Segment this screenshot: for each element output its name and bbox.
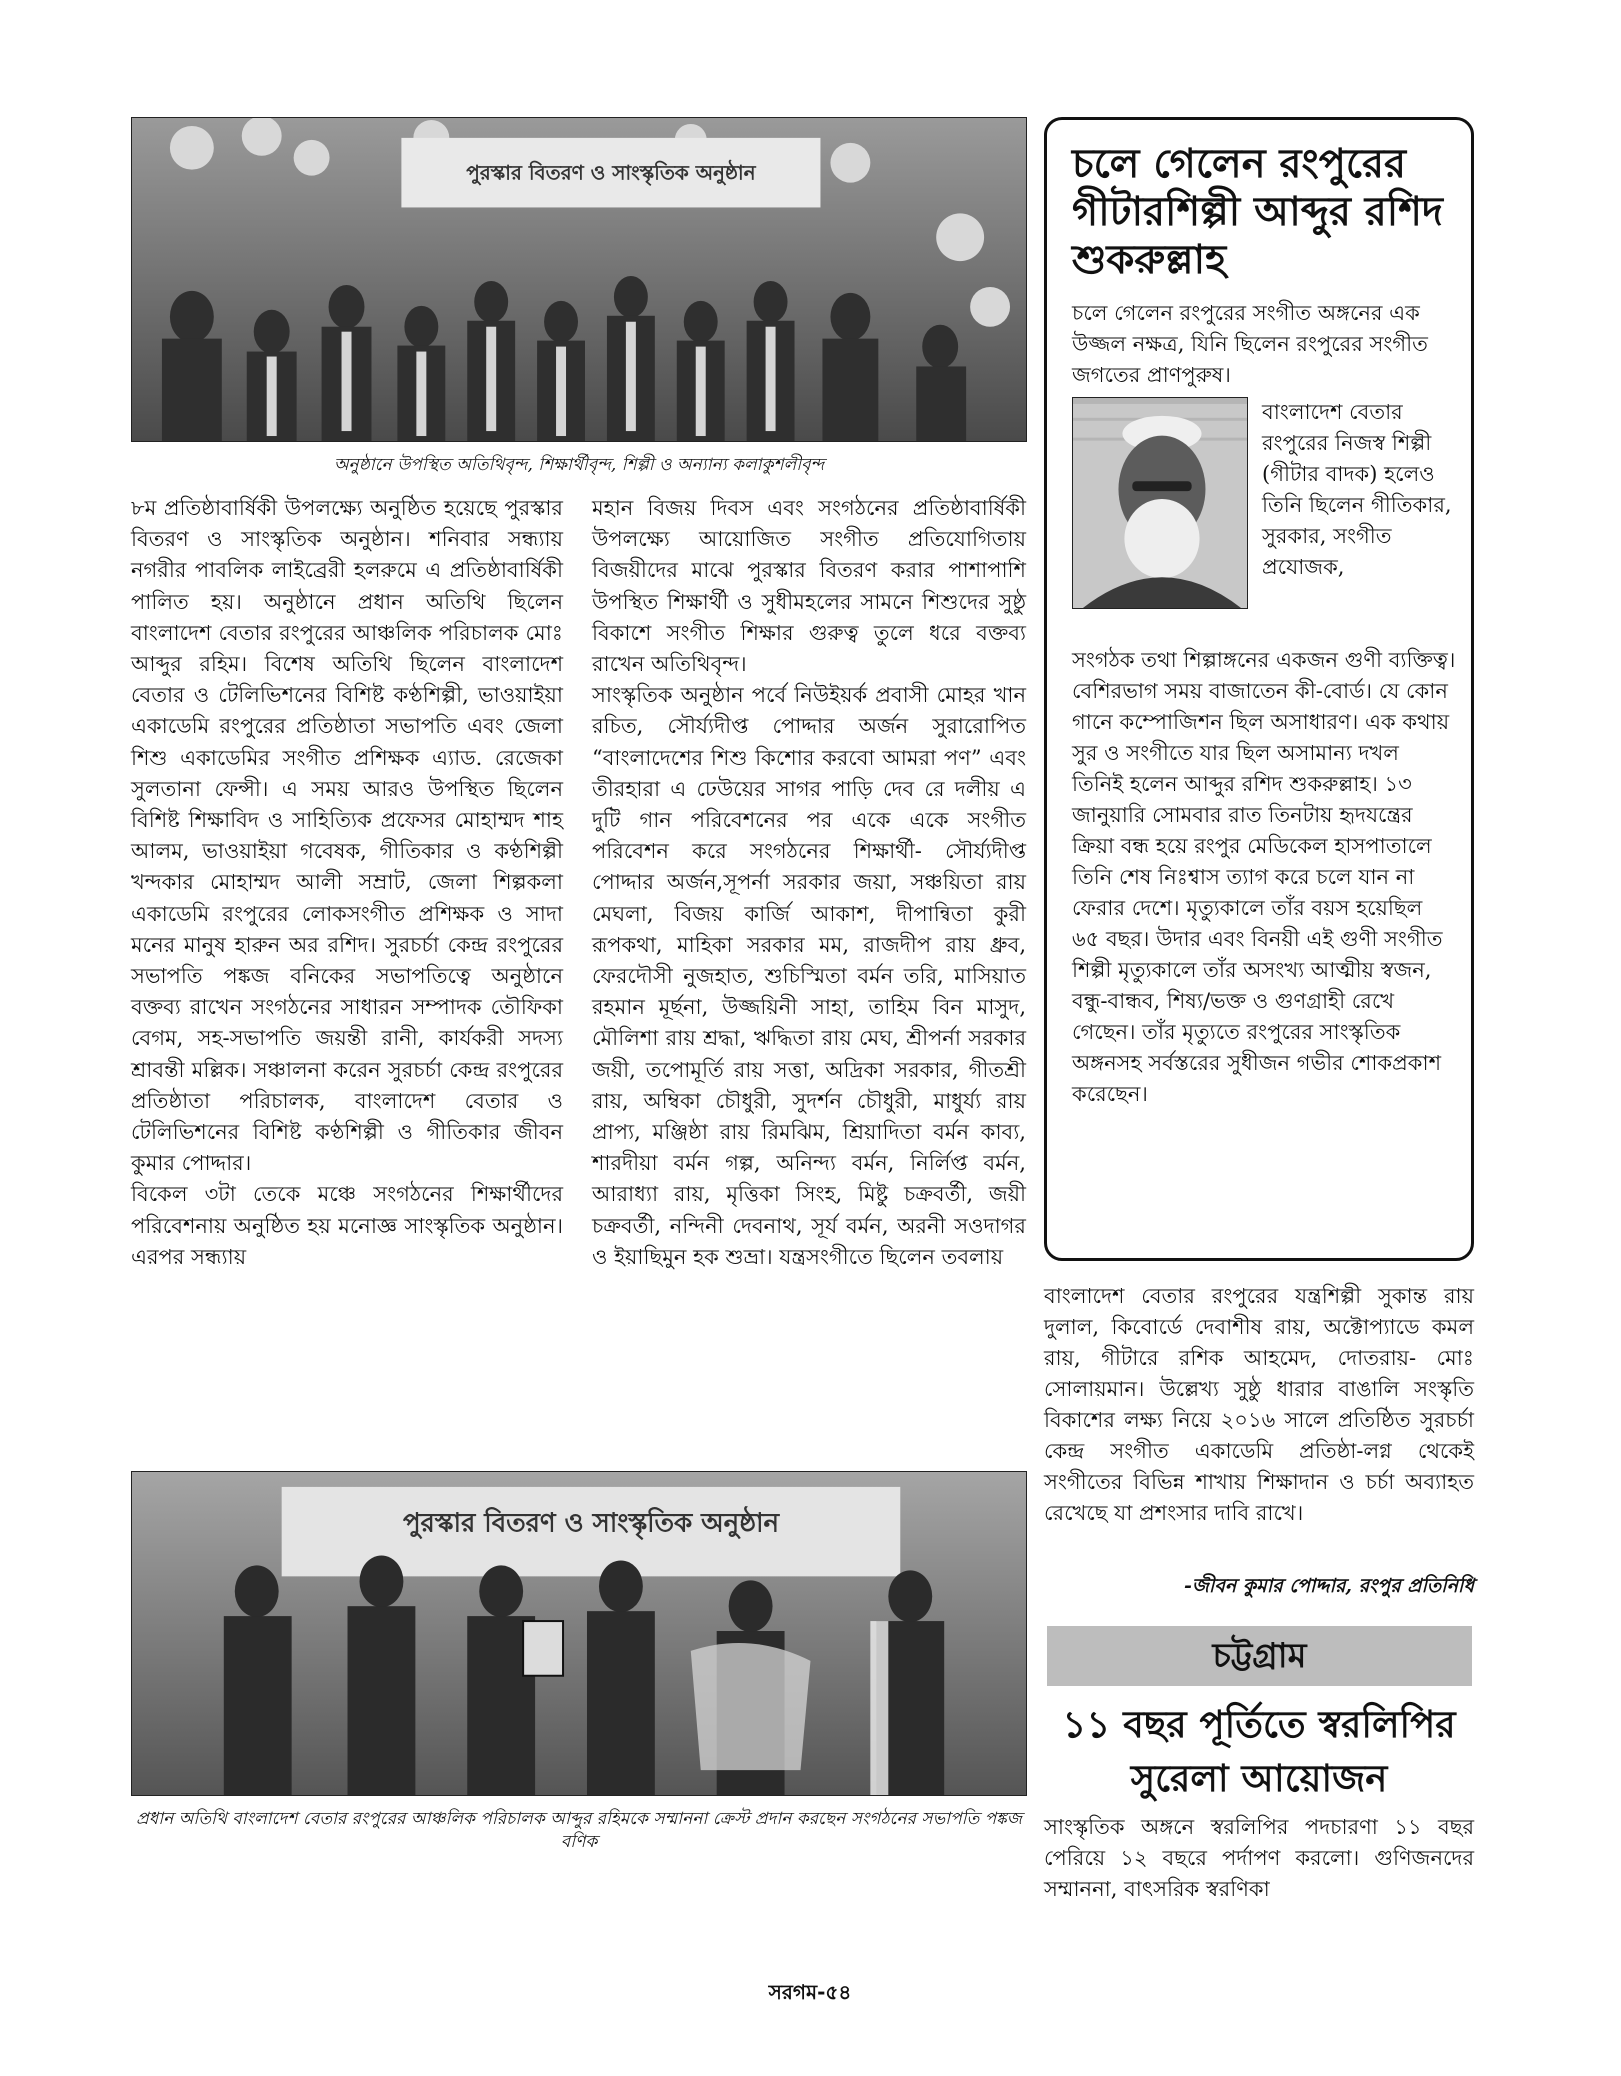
award-photo — [131, 1471, 1027, 1796]
chattogram-text: সাংস্কৃতিক অঙ্গনে স্বরলিপির পদচারণা ১১ বছর পেরিয়ে ১২ বছরে পর্দাপণ করলো। গুণিজনদের সম্মাননা, বাৎসরিক স্বরণিকা — [1044, 1815, 1474, 1901]
obituary-lead: চলে গেলেন রংপুরের সংগীত অঙ্গনের এক উজ্জল নক্ষত্র, যিনি ছিলেন রংপুরের সংগীত জগতের প্রাণপুরুষ। — [1072, 301, 1428, 387]
page-number: সরগম-৫৪ — [768, 1980, 852, 2004]
obituary-beside-photo: বাংলাদেশ বেতার রংপুরের নিজস্ব শিল্পী (গীটার বাদক) হলেও তিনি ছিলেন গীতিকার, সুরকার, সংগীত প্রযোজক, — [1262, 400, 1452, 579]
article-col1-para-2: বিকেল ৩টা তেকে মঞ্চে সংগঠনের শিক্ষার্থীদের পরিবেশনায় অনুষ্ঠিত হয় মনোজ্ঞ সাংস্কৃতিক অনুষ্ঠান। এরপর সন্ধ্যায় — [131, 1182, 563, 1269]
group-photo — [131, 117, 1027, 442]
obituary-portrait — [1072, 397, 1248, 609]
obituary-headline: চলে গেলেন রংপুরের গীটারশিল্পী আব্দুর রশিদ শুকরুল্লাহ — [1072, 141, 1443, 283]
obituary-body: সংগঠক তথা শিল্পাঙ্গনের একজন গুণী ব্যক্তিত্ব। বেশিরভাগ সময় বাজাতেন কী-বোর্ড। যে কোন গানে কম্পোজিশন ছিল অসাধারণ। এক কথায় সুর ও সংগীতে যার ছিল অসামান্য দখল তিনিই হলেন আব্দুর রশিদ শুকরুল্লাহ। ১৩ জানুয়ারি সোমবার রাত তিনটায় হৃদযন্ত্রের ক্রিয়া বন্ধ হয়ে রংপুর মেডিকেল হাসপাতালে তিনি শেষ নিঃশ্বাস ত্যাগ করে চলে যান না ফেরার দেশে। মৃত্যুকালে তাঁর বয়স হয়েছিল ৬৫ বছর। উদার এবং বিনয়ী এই গুণী সংগীত শিল্পী মৃত্যুকালে তাঁর অসংখ্য আত্মীয় স্বজন, বন্ধু-বান্ধব, শিষ্য/ভক্ত ও গুণগ্রাহী রেখে গেছেন। তাঁর মৃত্যুতে রংপুরের সাংস্কৃতিক অঙ্গনসহ সর্বস্তরের সুধীজন গভীর শোকপ্রকাশ করেছেন। — [1072, 648, 1456, 1106]
photo1-banner-text: পুরস্কার বিতরণ ও সাংস্কৃতিক অনুষ্ঠান — [466, 161, 756, 185]
article-col2-para-1: মহান বিজয় দিবস এবং সংগঠনের প্রতিষ্ঠাবার্ষিকী উপলক্ষ্যে আয়োজিত সংগীত প্রতিযোগিতায় বিজয়ীদের মাঝে পুরস্কার বিতরণ করার পাশাপাশি উপস্থিত শিক্ষার্থী ও সুধীমহলের সামনে শিশুদের সুষ্ঠু বিকাশে সংগীত শিক্ষার গুরুত্ব তুলে ধরে বক্তব্য রাখেন অতিথিবৃন্দ। — [592, 496, 1026, 677]
article-byline: -জীবন কুমার পোদ্দার, রংপুর প্রতিনিধি — [1184, 1575, 1474, 1597]
article-column-1 — [131, 493, 563, 1273]
article-continuation: বাংলাদেশ বেতার রংপুরের যন্ত্রশিল্পী সুকান্ত রায় দুলাল, কিবোর্ডে দেবাশীষ রায়, অক্টোপ্যাডে কমল রায়, গীটারে রশিক আহমেদ, দোতরায়- মোঃ সোলায়মান। উল্লেখ্য সুষ্ঠু ধারার বাঙালি সংস্কৃতি বিকাশের লক্ষ্য নিয়ে ২০১৬ সালে প্রতিষ্ঠিত সুরচর্চা কেন্দ্র সংগীত একাডেমি প্রতিষ্ঠা-লগ্ন থেকেই সংগীতের বিভিন্ন শাখায় শিক্ষাদান ও চর্চা অব্যাহত রেখেছে যা প্রশংসার দাবি রাখে। — [1044, 1284, 1474, 1525]
chattogram-headline: ১১ বছর পূর্তিতে স্বরলিপির সুরেলা আয়োজন — [1062, 1703, 1456, 1800]
award-photo-caption: প্রধান অতিথি বাংলাদেশ বেতার রংপুরের আঞ্চলিক পরিচালক আব্দুর রহিমকে সম্মাননা ক্রেস্ট প্রদান করছেন সংগঠনের সভাপতি পঙ্কজ বণিক — [135, 1809, 1023, 1852]
section-band-chattogram: চট্টগ্রাম — [1047, 1626, 1472, 1686]
photo2-banner-text: পুরস্কার বিতরণ ও সাংস্কৃতিক অনুষ্ঠান — [402, 1508, 779, 1539]
article-col2-para-2: সাংস্কৃতিক অনুষ্ঠান পর্বে নিউইয়র্ক প্রবাসী মোহর খান রচিত, সৌর্য্যদীপ্ত পোদ্দার অর্জন সুরারোপিত “বাংলাদেশের শিশু কিশোর করবো আমরা পণ” এবং তীরহারা এ ঢেউয়ের সাগর পাড়ি দেব রে দলীয় এ দুটি গান পরিবেশনের পর একে একে সংগীত পরিবেশন করে সংগঠনের শিক্ষার্থী- সৌর্য্যদীপ্ত পোদ্দার অর্জন,সূপর্না সরকার জয়া, সঞ্চয়িতা রায় মেঘলা, বিজয় কার্জি আকাশ, দীপান্বিতা কুরী রূপকথা, মাহিকা সরকার মম, রাজদীপ রায় ধ্রুব, ফেরদৌসী নুজহাত, শুচিস্মিতা বর্মন তরি, মাসিয়াত রহমান মূর্ছনা, উজ্জয়িনী সাহা, তাহিম বিন মাসুদ, মৌলিশা রায় শ্রদ্ধা, ঋদ্ধিতা রায় মেঘ, শ্রীপর্না সরকার জয়ী, তপোমূর্তি রায় সত্তা, অদ্রিকা সরকার, গীতশ্রী রায়, অম্বিকা চৌধুরী, সুদর্শন চৌধুরী, মাধুর্য্য রায় প্রাপ্য, মঞ্জিষ্ঠা রায় রিমঝিম, শ্রিয়াদিতা বর্মন কাব্য, শারদীয়া বর্মন গল্প, অনিন্দ্য বর্মন, নির্লিপ্ত বর্মন, আরাধ্যা রায়, মৃত্তিকা সিংহ, মিষ্টু চক্রবর্তী, জয়ী চক্রবর্তী, নন্দিনী দেবনাথ, সূর্য বর্মন, অরনী সওদাগর ও ইয়াছিমুন হক শুভ্রা। যন্ত্রসংগীতে ছিলেন তবলায় — [592, 683, 1026, 1269]
article-col1-para-1: ৮ম প্রতিষ্ঠাবার্ষিকী উপলক্ষ্যে অনুষ্ঠিত হয়েছে পুরস্কার বিতরণ ও সাংস্কৃতিক অনুষ্ঠান। শনিবার সন্ধ্যায় নগরীর পাবলিক লাইব্রেরী হলরুমে এ প্রতিষ্ঠাবার্ষিকী পালিত হয়। অনুষ্ঠানে প্রধান অতিথি ছিলেন বাংলাদেশ বেতার রংপুরের আঞ্চলিক পরিচালক মোঃ আব্দুর রহিম। বিশেষ অতিথি ছিলেন বাংলাদেশ বেতার ও টেলিভিশনের বিশিষ্ট কণ্ঠশিল্পী, ভাওয়াইয়া একাডেমি রংপুরের প্রতিষ্ঠাতা সভাপতি এবং জেলা শিশু একাডেমির সংগীত প্রশিক্ষক এ্যাড. রেজেকা সুলতানা ফেন্সী। এ সময় আরও উপস্থিত ছিলেন বিশিষ্ট শিক্ষাবিদ ও সাহিত্যিক প্রফেসর মোহাম্মদ শাহ আলম, ভাওয়াইয়া গবেষক, গীতিকার ও কণ্ঠশিল্পী খন্দকার মোহাম্মদ আলী সম্রাট, জেলা শিল্পকলা একাডেমি রংপুরের লোকসংগীত প্রশিক্ষক ও সাদা মনের মানুষ হারুন অর রশিদ। সুরচর্চা কেন্দ্র রংপুরের সভাপতি পঙ্কজ বনিকের সভাপতিত্বে অনুষ্ঠানে বক্তব্য রাখেন সংগঠনের সাধারন সম্পাদক তৌফিকা বেগম, সহ-সভাপতি জয়ন্তী রানী, কার্যকরী সদস্য শ্রাবন্তী মল্লিক। সঞ্চালনা করেন সুরচর্চা কেন্দ্র রংপুরের প্রতিষ্ঠাতা পরিচালক, বাংলাদেশ বেতার ও টেলিভিশনের বিশিষ্ট কণ্ঠশিল্পী ও গীতিকার জীবন কুমার পোদ্দার। — [131, 496, 563, 1176]
group-photo-caption: অনুষ্ঠানে উপস্থিত অতিথিবৃন্দ, শিক্ষার্থীবৃন্দ, শিল্পী ও অন্যান্য কলাকুশলীবৃন্দ — [333, 455, 825, 475]
article-column-2 — [592, 493, 1026, 1273]
